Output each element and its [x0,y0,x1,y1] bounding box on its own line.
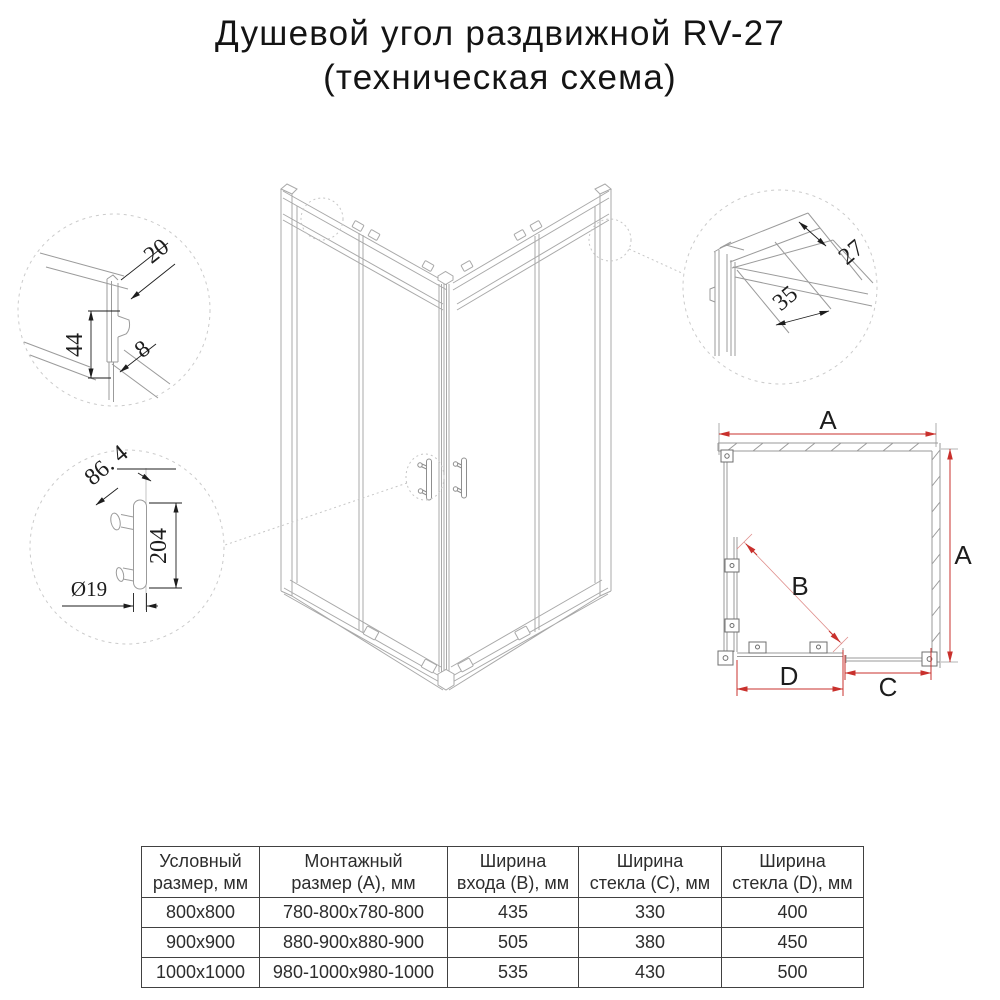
table-header-line: Условный [159,851,242,871]
table-row [142,958,864,988]
dim-label-profile-height: 44 [62,333,88,357]
table-cell: 880-900x880-900 [260,928,448,958]
table-header-row [142,847,864,898]
detail-circle-top-right [683,190,877,384]
dim-label-profile-width: 27 [833,234,870,271]
table-cell: 800x800 [142,898,260,928]
table-cell: 435 [448,898,579,928]
table-header-line: Ширина [616,851,684,871]
detail-circle-bottom-left [30,440,224,644]
table-header-glass-d-width [722,847,864,898]
dim-label-handle-diameter: Ø19 [70,577,108,601]
table-row [142,898,864,928]
table-header-line: Ширина [759,851,826,871]
table-header-mounting-size [260,847,448,898]
table-cell: 780-800x780-800 [260,898,448,928]
table-cell: 535 [448,958,579,988]
callout-circles [225,198,684,545]
table-cell: 400 [722,898,864,928]
plan-dim-b: B [791,571,809,601]
dim-label-profile-depth: 35 [767,280,804,317]
door-handle-right-icon [453,458,466,498]
door-handle-left-icon [418,459,432,500]
dim-label-rail-depth: 20 [139,233,175,270]
dim-label-handle-offset: 86. 4 [79,440,134,492]
table-cell: 430 [579,958,722,988]
plan-dim-a-top: A [819,405,837,435]
table-cell: 500 [722,958,864,988]
table-cell: 505 [448,928,579,958]
detail-circle-top-left [18,214,210,406]
isometric-enclosure-drawing [225,184,684,690]
plan-view [718,405,972,702]
dim-label-handle-length: 204 [146,528,172,564]
table-header-line: входа (B), мм [456,873,570,893]
plan-dim-d: D [779,661,799,691]
title-line-2: (техническая схема) [323,58,677,97]
table-row [142,928,864,958]
table-header-line: размер, мм [152,873,249,893]
table-cell: 1000x1000 [142,958,260,988]
table-header-entry-width [448,847,579,898]
table-header-line: Монтажный [304,851,403,871]
table-cell: 980-1000x980-1000 [260,958,448,988]
plan-dim-c: C [878,672,898,702]
table-cell: 330 [579,898,722,928]
dim-label-glass-offset: 8 [129,335,156,364]
table-header-line: размер (A), мм [291,873,416,893]
dimensions-table [141,846,864,988]
plan-dim-a-right: A [954,540,972,570]
table-header-nominal-size [142,847,260,898]
table-cell: 900x900 [142,928,260,958]
table-cell: 380 [579,928,722,958]
table-header-line: стекла (D), мм [732,873,853,893]
table-cell: 450 [722,928,864,958]
table-header-line: Ширина [479,851,547,871]
table-header-line: стекла (C), мм [589,873,711,893]
title-line-1: Душевой угол раздвижной RV-27 [214,14,786,53]
table-header-glass-c-width [579,847,722,898]
